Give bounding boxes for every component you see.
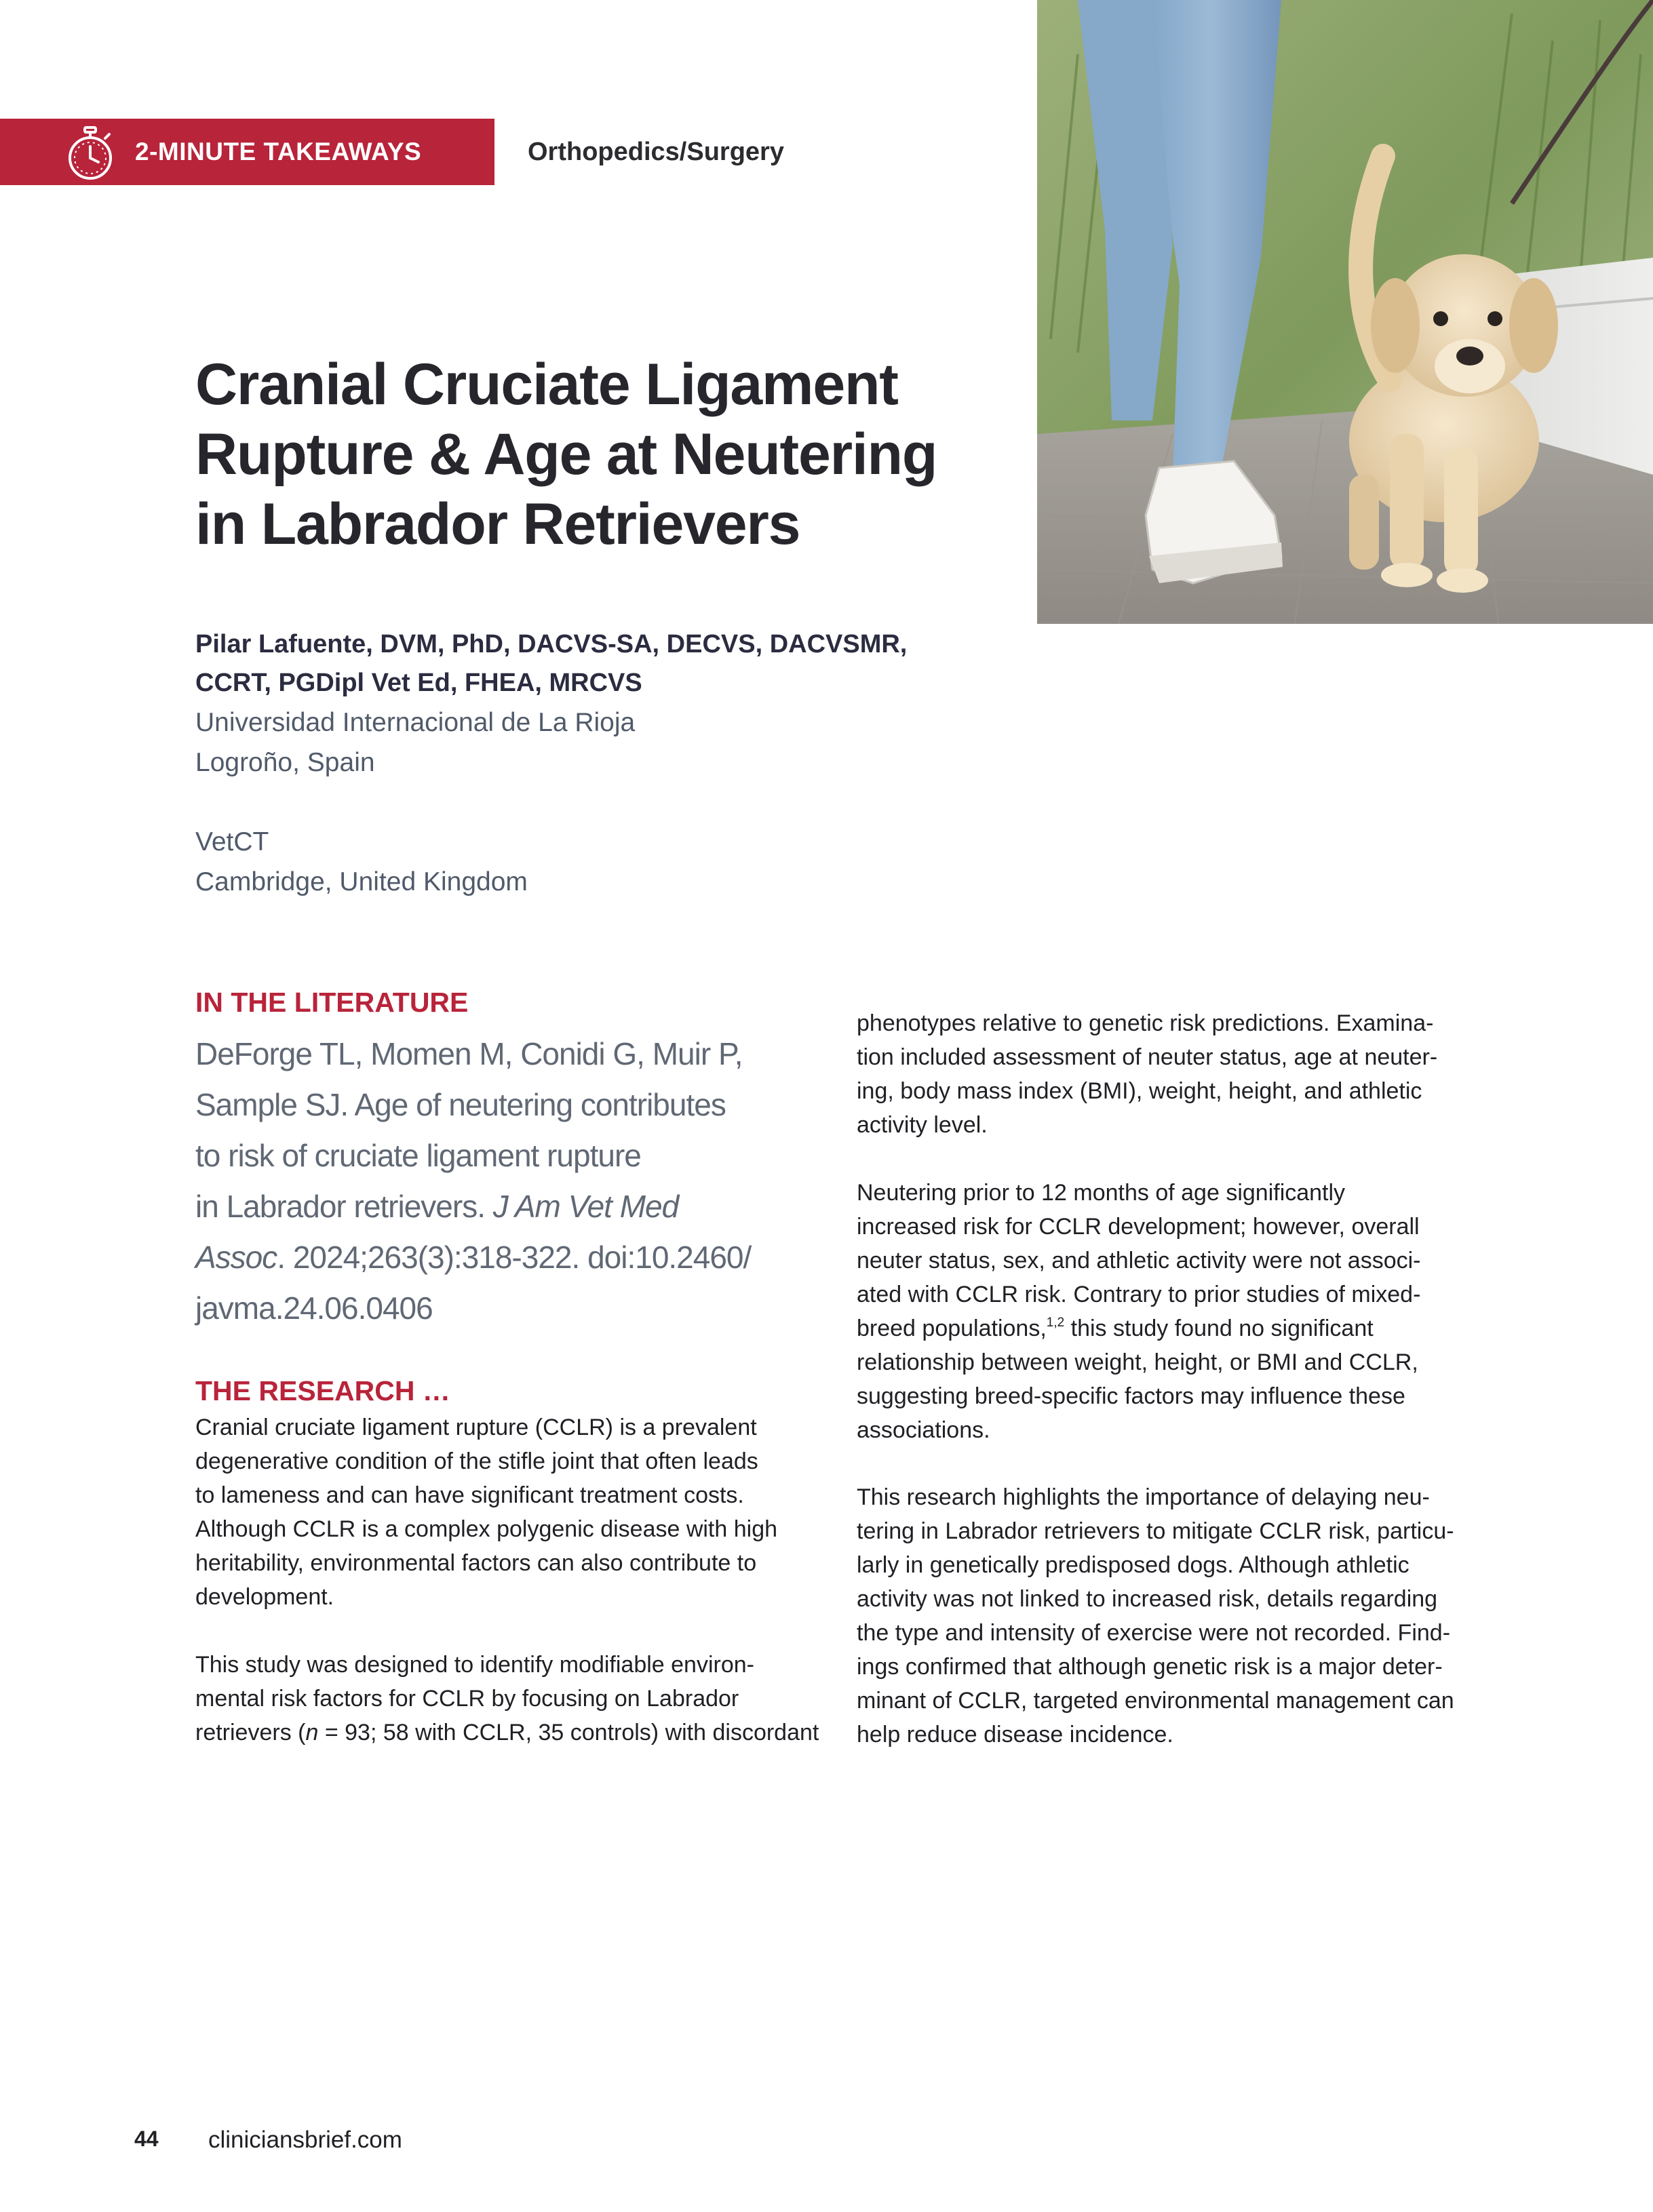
labrador-puppy-photo [1037,0,1653,624]
citation-line: javma.24.06.0406 [195,1290,433,1326]
research-paragraph-3 [857,1006,1467,1142]
text-line: suggesting breed-specific factors may influence these [857,1383,1405,1409]
category-tag: 2-MINUTE TAKEAWAYS [135,138,422,165]
text-line: associations. [857,1417,990,1443]
title-line: Cranial Cruciate Ligament [195,352,898,417]
citation-line [195,1232,819,1283]
text-line: phenotypes relative to genetic risk predictions. Examina- [857,1010,1434,1036]
journal-name: J Am Vet Med [492,1189,679,1224]
text-run: breed populations, [857,1316,1047,1341]
affiliation-line: VetCT [195,827,269,856]
literature-heading: IN THE LITERATURE [195,987,469,1018]
citation-line [195,1181,819,1232]
title-line: Rupture & Age at Neutering [195,422,937,487]
affiliation-1 [195,703,635,783]
text-line: degenerative condition of the stifle joint that often leads [195,1448,758,1474]
text-line: to lameness and can have significant treatment costs. [195,1482,744,1508]
citation-line: Sample SJ. Age of neutering contributes [195,1087,726,1122]
text-line: Cranial cruciate ligament rupture (CCLR) is a prevalent [195,1415,757,1440]
text-run: this study found no significant [1064,1316,1374,1341]
text-line: activity was not linked to increased risk, details regarding [857,1586,1438,1612]
affiliation-line: Logroño, Spain [195,748,375,777]
text-line: Neutering prior to 12 months of age significantly [857,1180,1346,1206]
text-run: retrievers ( [195,1720,306,1745]
text-line: neuter status, sex, and athletic activity were not associ- [857,1248,1421,1273]
affiliation-2 [195,822,528,902]
research-paragraph-1 [195,1410,806,1614]
text-line [857,1311,1467,1345]
research-paragraph-2 [195,1648,819,1750]
text-line: Although CCLR is a complex polygenic disease with high [195,1516,778,1542]
citation-line: to risk of cruciate ligament rupture [195,1138,641,1173]
text-line: activity level. [857,1112,988,1138]
affiliation-line: Cambridge, United Kingdom [195,867,528,896]
sample-size-symbol: n [305,1720,319,1745]
research-paragraph-4 [857,1176,1467,1447]
author-credentials [195,625,941,703]
footer-site: cliniciansbrief.com [208,2127,402,2153]
text-line: heritability, environmental factors can also contribute to [195,1550,757,1576]
text-line: tering in Labrador retrievers to mitigate CCLR risk, particu- [857,1518,1454,1544]
text-line: larly in genetically predisposed dogs. Although athletic [857,1552,1409,1578]
text-line: relationship between weight, height, or BMI and CCLR, [857,1349,1418,1375]
title-line: in Labrador Retrievers [195,492,800,557]
page-number: 44 [134,2127,159,2151]
citation [195,1029,819,1334]
text-line: mental risk factors for CCLR by focusing on Labrador [195,1686,739,1712]
text-line [195,1716,819,1750]
text-line: increased risk for CCLR development; however, overall [857,1214,1420,1240]
citation-text: . 2024;263(3):318-322. doi:10.2460/ [277,1240,752,1275]
text-line: development. [195,1584,334,1610]
journal-name: Assoc [195,1240,277,1275]
text-line: the type and intensity of exercise were not recorded. Find- [857,1620,1451,1646]
text-run: = 93; 58 with CCLR, 35 controls) with discordant [318,1720,819,1745]
text-line: ing, body mass index (BMI), weight, height, and athletic [857,1078,1422,1104]
text-line: This research highlights the importance of delaying neu- [857,1484,1430,1510]
reference-superscript: 1,2 [1046,1316,1065,1330]
stopwatch-icon [64,126,116,182]
citation-line: DeForge TL, Momen M, Conidi G, Muir P, [195,1036,743,1071]
citation-text: in Labrador retrievers. [195,1189,493,1224]
affiliation-line: Universidad Internacional de La Rioja [195,708,636,737]
text-line: ated with CCLR risk. Contrary to prior studies of mixed- [857,1282,1421,1307]
article-title [195,350,1009,559]
research-heading: THE RESEARCH … [195,1375,450,1406]
text-line: ings confirmed that although genetic risk is a major deter- [857,1654,1443,1680]
text-line: help reduce disease incidence. [857,1722,1173,1747]
text-line: This study was designed to identify modifiable environ- [195,1652,754,1678]
text-line: tion included assessment of neuter status, age at neuter- [857,1044,1438,1070]
section-label: Orthopedics/Surgery [528,138,784,166]
research-paragraph-5 [857,1480,1467,1752]
author-line: CCRT, PGDipl Vet Ed, FHEA, MRCVS [195,669,642,697]
text-line: minant of CCLR, targeted environmental management can [857,1688,1454,1714]
author-line: Pilar Lafuente, DVM, PhD, DACVS-SA, DECVS, DACVSMR, [195,630,908,658]
